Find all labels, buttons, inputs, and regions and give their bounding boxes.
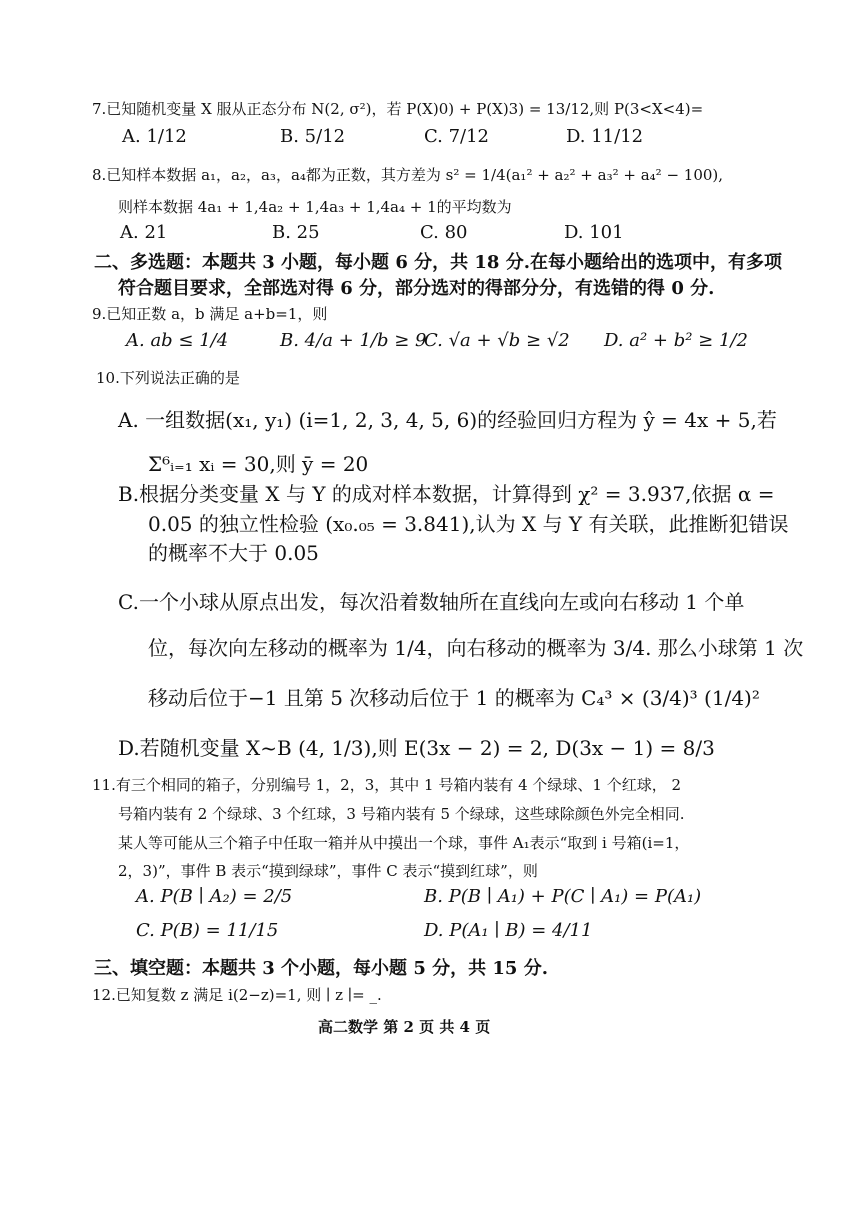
q8-option-c: C. 80 (420, 222, 468, 243)
q11-option-d: D. P(A₁ ∣ B) = 4/11 (424, 920, 593, 941)
q10-option-d: D.若随机变量 X~B (4, 1/3),则 E(3x − 2) = 2, D(3x − 1) = 8/3 (118, 736, 715, 760)
q10-option-a-line1: A. 一组数据(x₁, y₁) (i=1, 2, 3, 4, 5, 6)的经验回归方程为 ŷ = 4x + 5,若 (118, 408, 777, 432)
q8-stem: 8.已知样本数据 a₁，a₂，a₃，a₄都为正数，其方差为 s² = 1/4(a₁² + a₂² + a₃² + a₄² − 100), (92, 166, 724, 184)
q11-option-a: A. P(B ∣ A₂) = 2/5 (136, 886, 293, 907)
q8-stem-line2: 则样本数据 4a₁ + 1,4a₂ + 1,4a₃ + 1,4a₄ + 1的平均数为 (118, 198, 512, 216)
q11-option-b: B. P(B ∣ A₁) + P(C ∣ A₁) = P(A₁) (424, 886, 702, 907)
q10-option-a-line2: Σ⁶ᵢ₌₁ xᵢ = 30,则 ȳ = 20 (148, 452, 369, 476)
q8-option-d: D. 101 (564, 222, 624, 243)
q10-option-c-line2: 位，每次向左移动的概率为 1/4，向右移动的概率为 3/4. 那么小球第 1 次 (148, 636, 804, 660)
q7-stem: 7.已知随机变量 X 服从正态分布 N(2, σ²)，若 P(X)0) + P(X)3) = 13/12,则 P(3<X<4)= (92, 100, 704, 118)
q11-stem-line2: 号箱内装有 2 个绿球、3 个红球，3 号箱内装有 5 个绿球，这些球除颜色外完全相同. (118, 805, 685, 823)
q9-option-a: A. ab ≤ 1/4 (126, 330, 229, 351)
q10-option-c-line1: C.一个小球从原点出发，每次沿着数轴所在直线向左或向右移动 1 个单 (118, 590, 745, 614)
q11-option-c: C. P(B) = 11/15 (136, 920, 279, 941)
q12-stem: 12.已知复数 z 满足 i(2−z)=1, 则 ∣ z ∣= _. (92, 986, 382, 1004)
q7-option-b: B. 5/12 (280, 126, 346, 147)
q7-option-a: A. 1/12 (122, 126, 187, 147)
q9-option-d: D. a² + b² ≥ 1/2 (604, 330, 748, 351)
q8-option-b: B. 25 (272, 222, 320, 243)
section-3-heading: 三、填空题：本题共 3 个小题，每小题 5 分，共 15 分. (94, 958, 548, 979)
q9-stem: 9.已知正数 a，b 满足 a+b=1，则 (92, 305, 328, 323)
section-2-heading-line2: 符合题目要求，全部选对得 6 分，部分选对的得部分分，有选错的得 0 分. (118, 278, 715, 299)
q7-option-d: D. 11/12 (566, 126, 644, 147)
q8-option-a: A. 21 (120, 222, 168, 243)
q10-option-b-line3: 的概率不大于 0.05 (148, 541, 319, 565)
q10-option-c-line3: 移动后位于−1 且第 5 次移动后位于 1 的概率为 C₄³ × (3/4)³ (1/4)² (148, 686, 760, 710)
q9-option-c: C. √a + √b ≥ √2 (424, 330, 570, 351)
q10-stem: 10.下列说法正确的是 (96, 369, 240, 387)
q11-stem-line4: 2，3)”，事件 B 表示“摸到绿球”，事件 C 表示“摸到红球”，则 (118, 862, 538, 880)
q11-stem-line3: 某人等可能从三个箱子中任取一箱并从中摸出一个球，事件 A₁表示“取到 i 号箱(i=1， (118, 834, 690, 852)
q7-option-c: C. 7/12 (424, 126, 489, 147)
q11-stem-line1: 11.有三个相同的箱子，分别编号 1，2，3，其中 1 号箱内装有 4 个绿球、1 个红球， 2 (92, 776, 682, 794)
q10-option-b-line1: B.根据分类变量 X 与 Y 的成对样本数据，计算得到 χ² = 3.937,依据 α = (118, 482, 775, 506)
q10-option-b-line2: 0.05 的独立性检验 (x₀.₀₅ = 3.841),认为 X 与 Y 有关联，此推断犯错误 (148, 512, 789, 536)
q9-option-b: B. 4/a + 1/b ≥ 9 (280, 330, 427, 351)
page-footer: 高二数学 第 2 页 共 4 页 (318, 1018, 491, 1036)
section-2-heading: 二、多选题：本题共 3 小题，每小题 6 分，共 18 分.在每小题给出的选项中，有多项 (94, 252, 782, 273)
